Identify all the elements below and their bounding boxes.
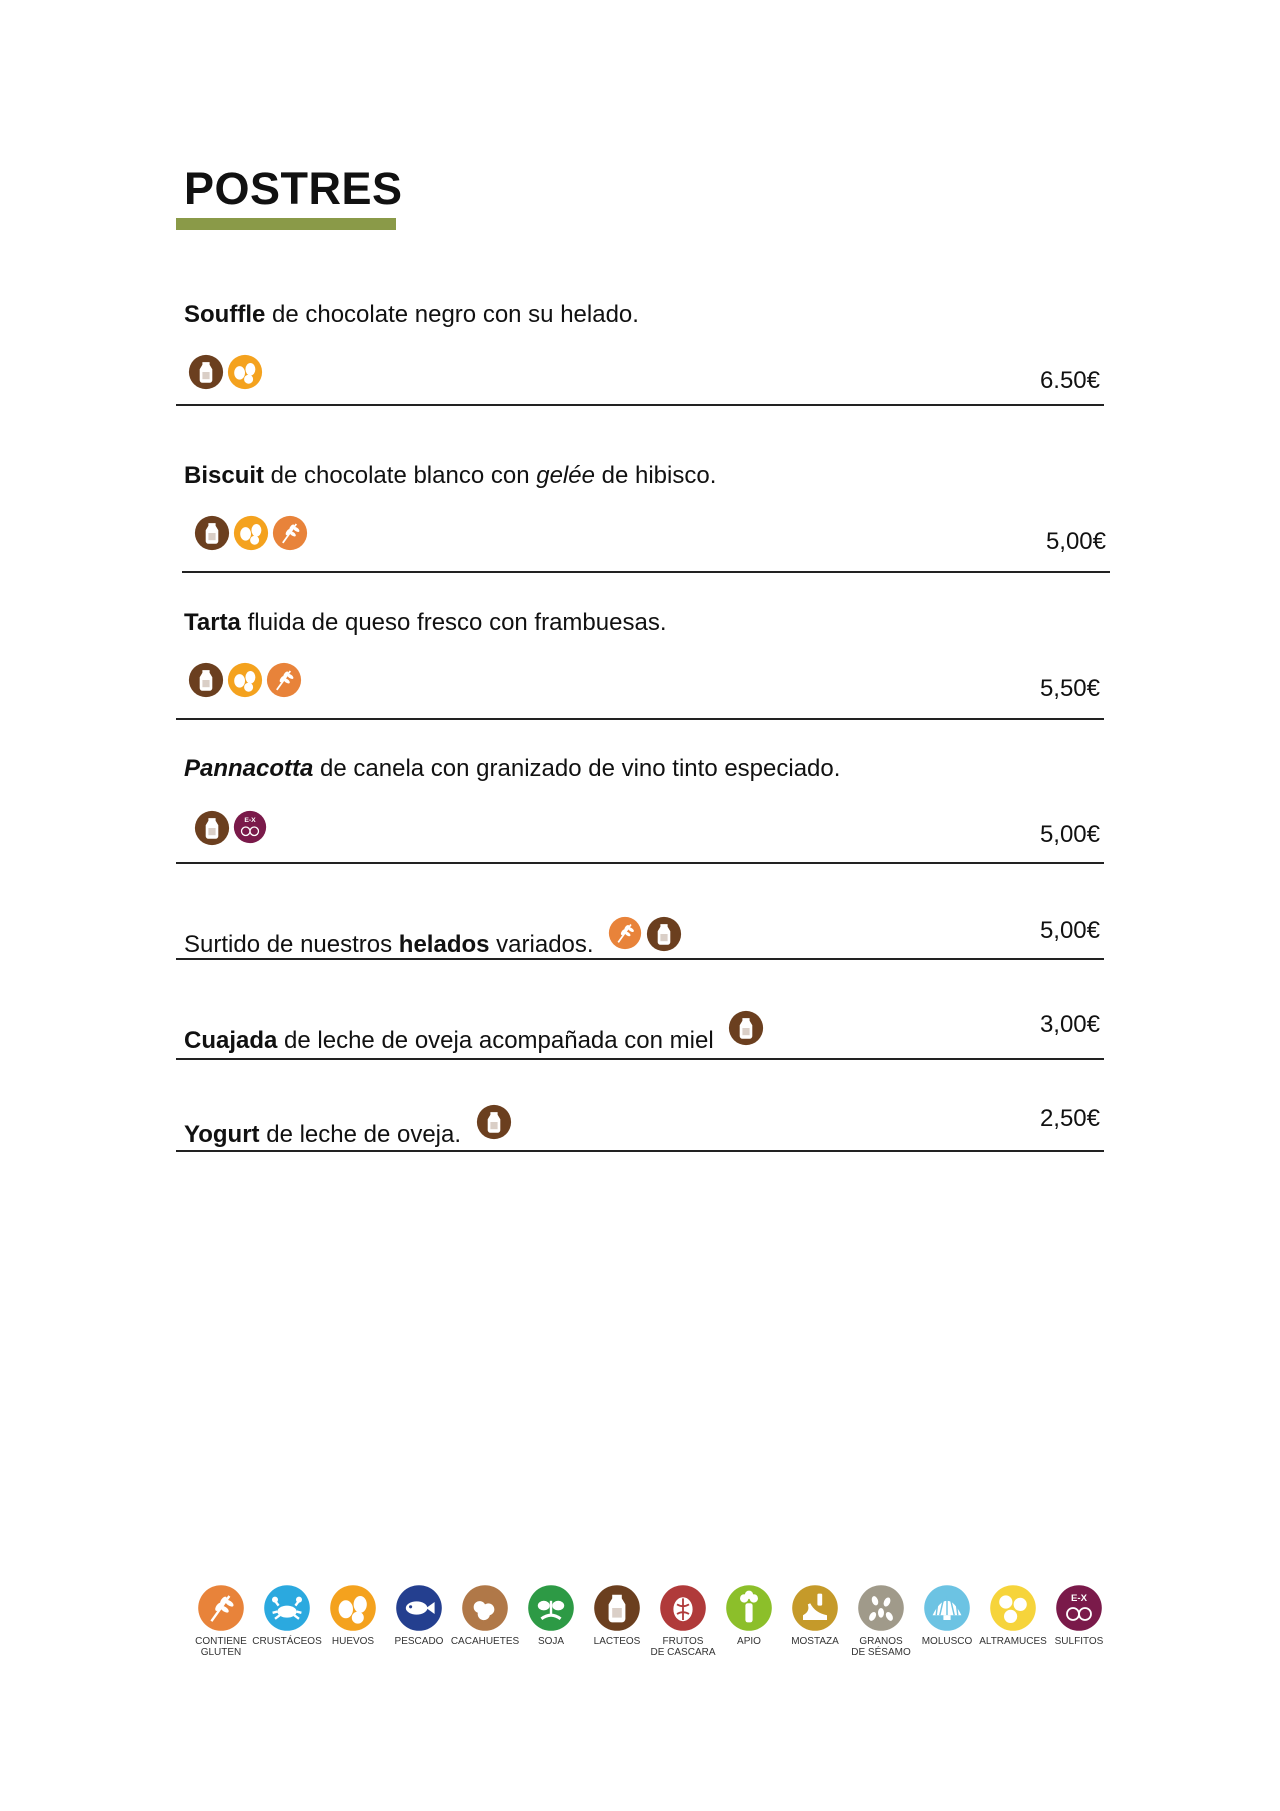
legend-label: APIO xyxy=(737,1636,761,1647)
egg-icon xyxy=(227,662,263,698)
legend-item-frutos xyxy=(650,1584,716,1658)
item-description: Souffle de chocolate negro con su helado. xyxy=(184,301,639,328)
divider xyxy=(176,958,1104,960)
legend-item-pescado xyxy=(386,1584,452,1658)
egg-icon xyxy=(227,354,263,390)
legend-item-sesamo xyxy=(848,1584,914,1658)
divider xyxy=(182,571,1110,573)
milk-icon xyxy=(593,1584,641,1632)
item-description: Pannacotta de canela con granizado de vino tinto especiado. xyxy=(184,755,841,782)
legend-label: GRANOS DE SÉSAMO xyxy=(851,1636,911,1658)
nut-icon xyxy=(659,1584,707,1632)
legend-item-cacahuetes xyxy=(452,1584,518,1658)
item-allergens xyxy=(194,515,308,551)
legend-label: MOSTAZA xyxy=(791,1636,839,1647)
legend-item-mostaza xyxy=(782,1584,848,1658)
item-price: 5,00€ xyxy=(1045,528,1106,555)
item-description: Cuajada de leche de oveja acompañada con miel xyxy=(184,1010,764,1056)
divider xyxy=(176,718,1104,720)
legend-label: MOLUSCO xyxy=(921,1636,973,1647)
legend-label: FRUTOS DE CASCARA xyxy=(650,1636,716,1658)
sesame-icon xyxy=(857,1584,905,1632)
peanut-icon xyxy=(461,1584,509,1632)
divider xyxy=(176,862,1104,864)
milk-icon xyxy=(188,662,224,698)
item-description: Yogurt de leche de oveja. xyxy=(184,1104,512,1150)
allergen-legend xyxy=(188,1584,1112,1658)
legend-label: LACTEOS xyxy=(593,1636,641,1647)
menu-item-biscuit xyxy=(182,461,1110,573)
fish-icon xyxy=(395,1584,443,1632)
gluten-icon xyxy=(272,515,308,551)
legend-label: CONTIENE GLUTEN xyxy=(195,1636,247,1658)
item-price: 5,50€ xyxy=(1039,675,1100,702)
page-title: POSTRES xyxy=(184,163,403,214)
item-allergens xyxy=(728,1010,764,1046)
legend-item-apio xyxy=(716,1584,782,1658)
milk-icon xyxy=(476,1104,512,1140)
egg-icon xyxy=(233,515,269,551)
menu-item-souffle xyxy=(176,300,1104,406)
legend-item-lacteos xyxy=(584,1584,650,1658)
item-allergens xyxy=(476,1104,512,1140)
sulphite-icon xyxy=(1055,1584,1103,1632)
item-allergens xyxy=(188,354,263,390)
legend-item-molusco xyxy=(914,1584,980,1658)
menu-item-cuajada xyxy=(176,994,1104,1062)
gluten-icon xyxy=(608,916,642,950)
legend-item-soja xyxy=(518,1584,584,1658)
milk-icon xyxy=(646,916,682,952)
legend-item-sulfitos xyxy=(1046,1584,1112,1658)
item-description: Surtido de nuestros helados variados. xyxy=(184,916,682,960)
item-price: 6.50€ xyxy=(1039,367,1100,394)
milk-icon xyxy=(188,354,224,390)
celery-icon xyxy=(725,1584,773,1632)
legend-label: CRUSTÁCEOS xyxy=(252,1636,322,1647)
milk-icon xyxy=(194,810,230,846)
item-price: 3,00€ xyxy=(1039,1011,1100,1038)
legend-label: CACAHUETES xyxy=(450,1636,520,1647)
legend-label: SOJA xyxy=(537,1636,565,1647)
legend-item-huevos xyxy=(320,1584,386,1658)
item-price: 5,00€ xyxy=(1039,821,1100,848)
divider xyxy=(176,1150,1104,1152)
milk-icon xyxy=(728,1010,764,1046)
divider xyxy=(176,1058,1104,1060)
legend-label: SULFITOS xyxy=(1054,1636,1104,1647)
legend-label: ALTRAMUCES xyxy=(979,1636,1047,1647)
soy-icon xyxy=(527,1584,575,1632)
item-price: 5,00€ xyxy=(1039,917,1100,944)
crab-icon xyxy=(263,1584,311,1632)
legend-item-altramuces xyxy=(980,1584,1046,1658)
legend-label: PESCADO xyxy=(394,1636,444,1647)
milk-icon xyxy=(194,515,230,551)
gluten-icon xyxy=(266,662,302,698)
item-allergens xyxy=(608,916,682,952)
mustard-icon xyxy=(791,1584,839,1632)
item-price: 2,50€ xyxy=(1039,1105,1100,1132)
item-description: Tarta fluida de queso fresco con frambuesas. xyxy=(184,609,667,636)
sulphite-icon xyxy=(233,810,267,844)
gluten-icon xyxy=(197,1584,245,1632)
menu-item-pannacotta xyxy=(176,754,1104,866)
divider xyxy=(176,404,1104,406)
legend-item-crustaceos xyxy=(254,1584,320,1658)
egg-icon xyxy=(329,1584,377,1632)
menu-item-helados xyxy=(176,902,1104,962)
legend-label: HUEVOS xyxy=(331,1636,375,1647)
lupin-icon xyxy=(989,1584,1037,1632)
menu-item-tarta xyxy=(176,608,1104,720)
legend-item-gluten xyxy=(188,1584,254,1658)
item-allergens xyxy=(194,810,267,846)
title-underline xyxy=(176,218,396,230)
shell-icon xyxy=(923,1584,971,1632)
item-description: Biscuit de chocolate blanco con gelée de hibisco. xyxy=(184,462,717,489)
item-allergens xyxy=(188,662,302,698)
menu-item-yogurt xyxy=(176,1090,1104,1154)
